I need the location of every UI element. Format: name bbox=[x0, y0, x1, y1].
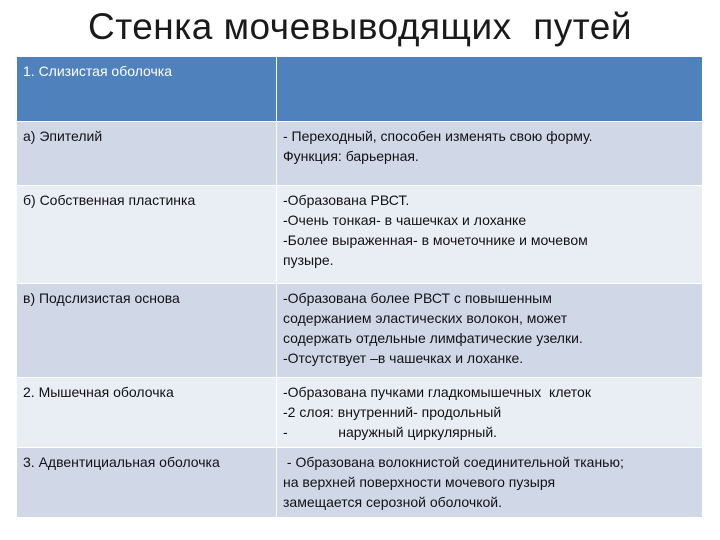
description-line: - наружный циркулярный. bbox=[283, 424, 498, 440]
header-cell-layer: 1. Слизистая оболочка bbox=[17, 57, 277, 122]
structure-table bbox=[16, 56, 703, 518]
table-header-row bbox=[17, 57, 703, 122]
description-line: замещается серозной оболочкой. bbox=[283, 494, 502, 510]
description-line: содержанием эластических волокон, может bbox=[283, 310, 568, 326]
row-description bbox=[277, 284, 703, 378]
table-row bbox=[17, 448, 703, 518]
row-description bbox=[277, 378, 703, 448]
table-row bbox=[17, 122, 703, 186]
row-description bbox=[277, 186, 703, 284]
row-label: а) Эпителий bbox=[17, 122, 277, 186]
description-line: -Образована пучками гладкомышечных клеток bbox=[283, 384, 591, 400]
table-row bbox=[17, 378, 703, 448]
row-label: 2. Мышечная оболочка bbox=[17, 378, 277, 448]
description-line: -Очень тонкая- в чашечках и лоханке bbox=[283, 212, 527, 228]
description-line: -Образована РВСТ. bbox=[283, 192, 410, 208]
row-description bbox=[277, 448, 703, 518]
row-label: в) Подслизистая основа bbox=[17, 284, 277, 378]
description-line: пузыре. bbox=[283, 252, 334, 268]
description-line: -Образована более РВСТ с повышенным bbox=[283, 290, 552, 306]
description-line: -Отсутствует –в чашечках и лоханке. bbox=[283, 350, 524, 366]
row-label: 3. Адвентициальная оболочка bbox=[17, 448, 277, 518]
row-description bbox=[277, 122, 703, 186]
table-row bbox=[17, 284, 703, 378]
description-line: -Более выраженная- в мочеточнике и мочевом bbox=[283, 232, 588, 248]
description-line: - Образована волокнистой соединительной тканью; bbox=[283, 454, 624, 470]
description-line: на верхней поверхности мочевого пузыря bbox=[283, 474, 556, 490]
description-line: - Переходный, способен изменять свою форму. bbox=[283, 128, 593, 144]
slide-title: Стенка мочевыводящих путей bbox=[87, 6, 633, 47]
description-line: Функция: барьерная. bbox=[283, 148, 419, 164]
description-line: -2 слоя: внутренний- продольный bbox=[283, 404, 502, 420]
table-row bbox=[17, 186, 703, 284]
row-label: б) Собственная пластинка bbox=[17, 186, 277, 284]
header-cell-description bbox=[277, 57, 703, 122]
description-line: содержать отдельные лимфатические узелки. bbox=[283, 330, 583, 346]
